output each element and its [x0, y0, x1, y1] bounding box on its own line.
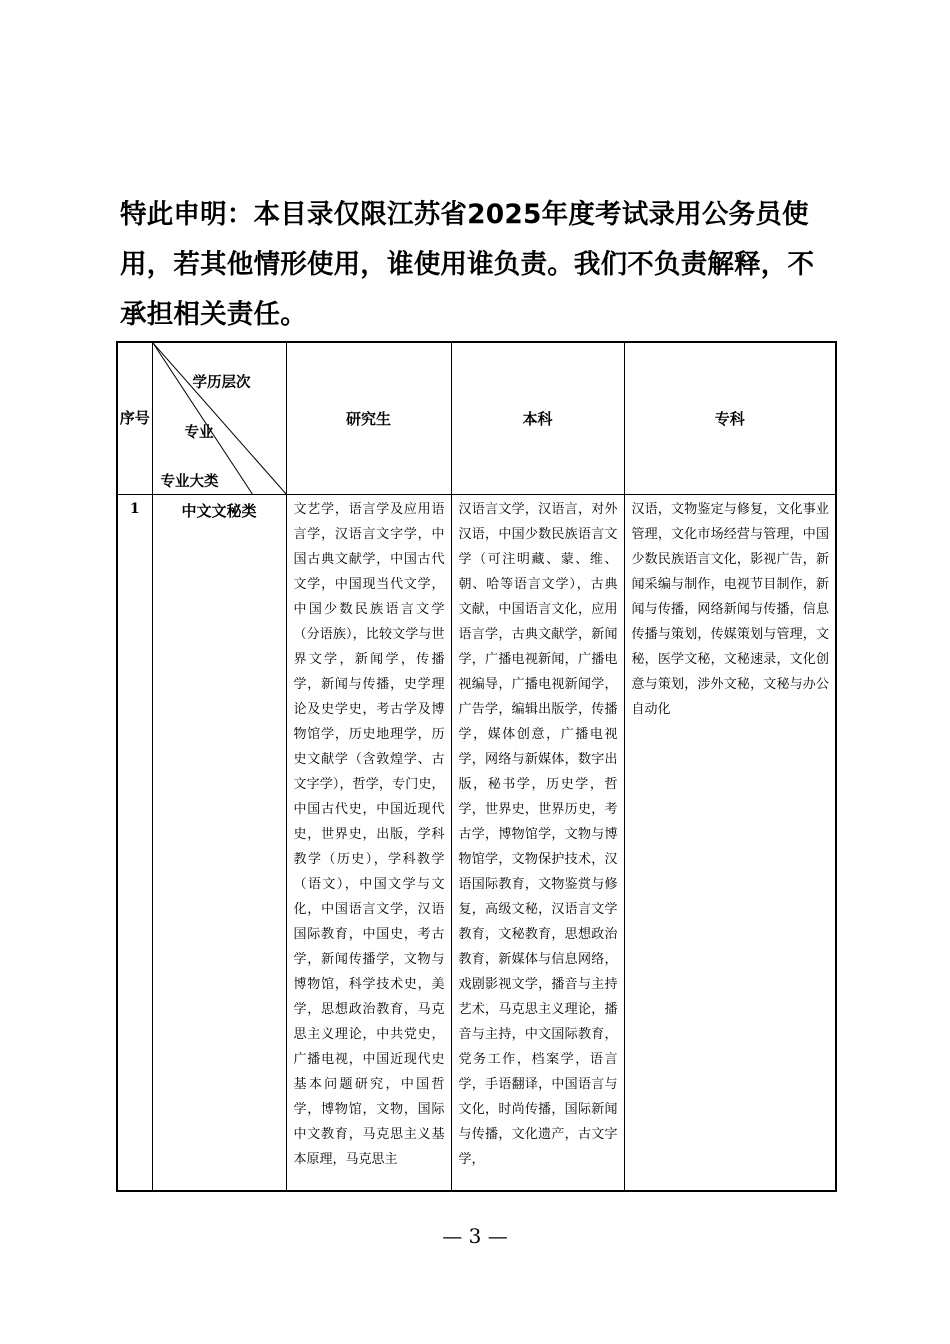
disclaimer-statement: 特此申明：本目录仅限江苏省2025年度考试录用公务员使用，若其他情形使用，谁使用谁负责。我们不负责解释，不承担相关责任。 [120, 199, 815, 330]
table-row [117, 494, 836, 1191]
diagonal-label-education-level: 学历层次 [192, 375, 251, 391]
column-header-graduate: 研究生 [286, 342, 451, 494]
graduate-majors-cell: 文艺学，语言学及应用语言学，汉语言文字学，中国古典文献学，中国古代文学，中国现当代文学，中国少数民族语言文学（分语族），比较文学与世界文学，新闻学，传播学，新闻与传播，史学理论及史学史，考古学及博物馆学，历史地理学，历史文献学（含敦煌学、古文字学），哲学，专门史，中国古代史，中国近现代史，世界史，出版，学科教学（历史），学科教学（语文），中国文学与文化，中国语言文学，汉语国际教育，中国史，考古学，新闻传播学，文物与博物馆，科学技术史，美学，思想政治教育，马克思主义理论，中共党史，广播电视，中国近现代史基本问题研究，中国哲学，博物馆，文物，国际中文教育，马克思主义基本原理，马克思主 [286, 494, 451, 1191]
header-diagonal-cell [152, 342, 286, 494]
associate-majors-cell: 汉语，文物鉴定与修复，文化事业管理，文化市场经营与管理，中国少数民族语言文化，影视广告，新闻采编与制作，电视节目制作，新闻与传播，网络新闻与传播，信息传播与策划，传媒策划与管理，文秘，医学文秘，文秘速录，文化创意与策划，涉外文秘，文秘与办公自动化 [624, 494, 836, 1191]
header-seq-cell: 序号 [117, 342, 152, 494]
diagonal-label-major-category: 专业大类 [160, 474, 219, 490]
row-category-name: 中文文秘类 [152, 494, 286, 1191]
row-seq-number: 1 [117, 494, 152, 1191]
column-header-associate: 专科 [624, 342, 836, 494]
column-header-undergraduate: 本科 [451, 342, 624, 494]
undergraduate-majors-cell: 汉语言文学，汉语言，对外汉语，中国少数民族语言文学（可注明藏、蒙、维、朝、哈等语言文学），古典文献，中国语言文化，应用语言学，古典文献学，新闻学，广播电视新闻，广播电视编导，广播电视新闻学，广告学，编辑出版学，传播学，媒体创意，广播电视学，网络与新媒体，数字出版，秘书学，历史学，哲学，世界史，世界历史，考古学，博物馆学，文物与博物馆学，文物保护技术，汉语国际教育，文物鉴赏与修复，高级文秘，汉语言文学教育，文秘教育，思想政治教育，新媒体与信息网络，戏剧影视文学，播音与主持艺术，马克思主义理论，播音与主持，中文国际教育，党务工作，档案学，语言学，手语翻译，中国语言与文化，时尚传播，国际新闻与传播，文化遗产，古文字学， [451, 494, 624, 1191]
page-number: — 3 — [442, 1224, 508, 1248]
diagonal-label-major: 专业 [184, 425, 214, 441]
table-header-row [117, 342, 836, 494]
major-catalog-table [116, 341, 837, 1192]
